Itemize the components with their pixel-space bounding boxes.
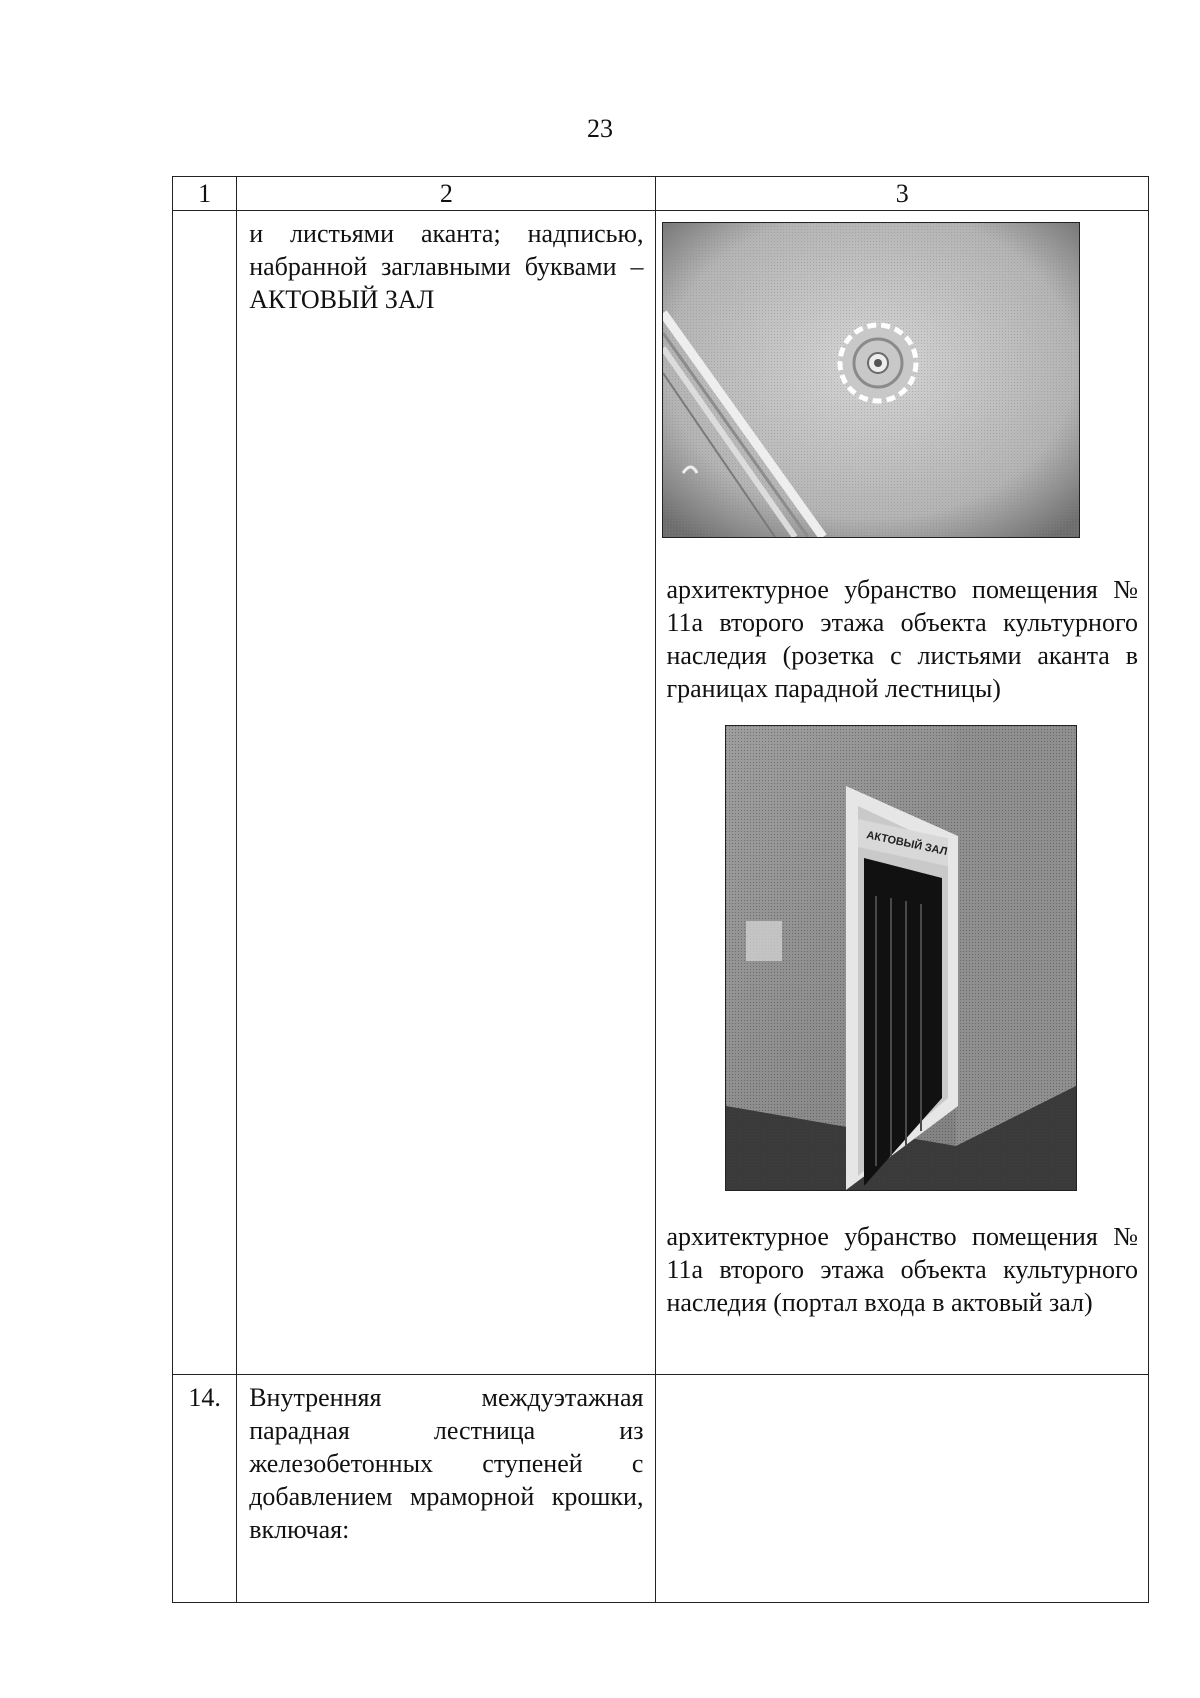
header-cell-2: 2 (237, 177, 656, 211)
page-number: 23 (587, 114, 613, 143)
header-cell-3: 3 (656, 177, 1149, 211)
row-number: 14. (173, 1375, 237, 1603)
row-description: и листьями аканта; надписью, набранной заглавными буквами – АКТОВЫЙ ЗАЛ (237, 211, 656, 1375)
entrance-portal-photo (725, 725, 1077, 1191)
row-illustrations (656, 1375, 1149, 1603)
row-number (173, 211, 237, 1375)
header-cell-1: 1 (173, 177, 237, 211)
monument-elements-table (172, 176, 1149, 1603)
table-row (173, 211, 1149, 1375)
row-illustrations (656, 211, 1149, 1375)
portal-sign-text: АКТОВЫЙ ЗАЛ (865, 829, 949, 859)
photo-caption-portal: архитектурное убранство помещения № 11а второго этажа объекта культурного наследия (портал входа в актовый зал) (666, 1222, 1138, 1317)
table-header-row (173, 177, 1149, 211)
photo-caption-rosette: архитектурное убранство помещения № 11а второго этажа объекта культурного наследия (розетка с листьями аканта в границах парадной лестницы) (666, 575, 1138, 703)
table-row (173, 1375, 1149, 1603)
ceiling-rosette-photo (662, 222, 1080, 538)
row-description: Внутренняя междуэтажная парадная лестница из железобетонных ступеней с добавлением мраморной крошки, включая: (237, 1375, 656, 1603)
